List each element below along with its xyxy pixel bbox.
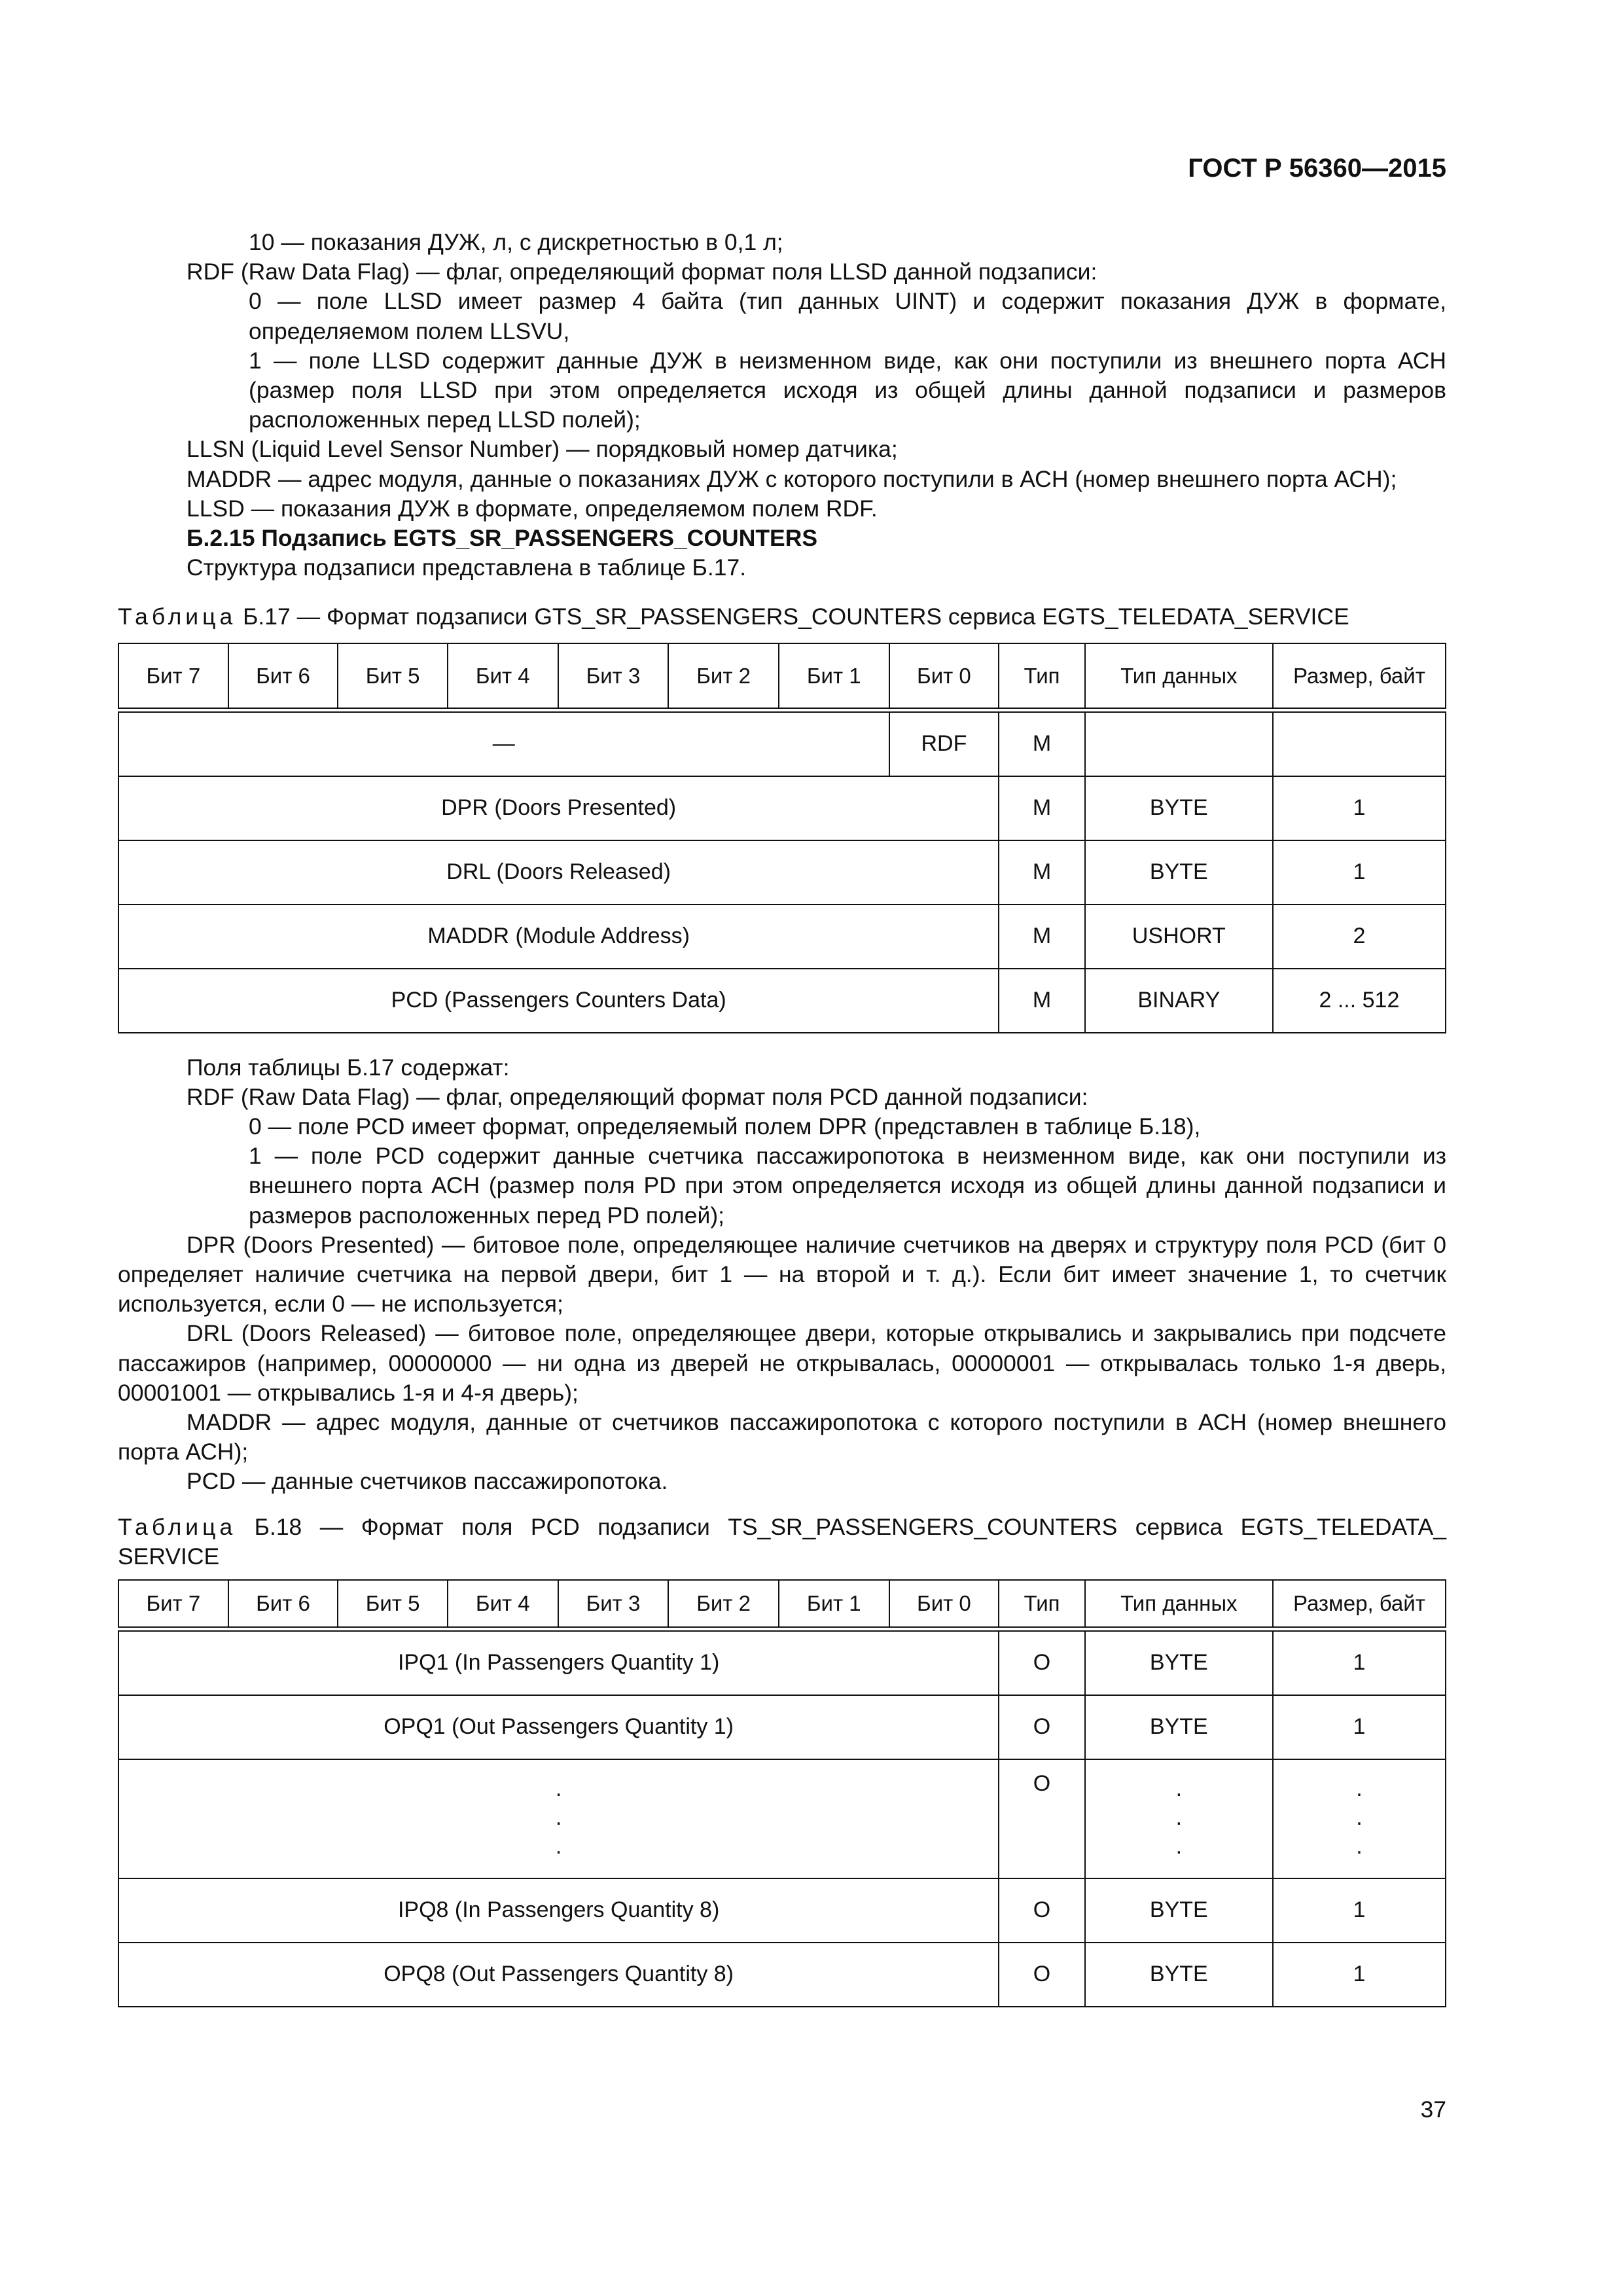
page-body bbox=[118, 228, 1446, 2007]
header-cell: Тип bbox=[999, 1580, 1085, 1627]
table-caption-text: Б.17 — Формат подзаписи GTS_SR_PASSENGERS_COUNTERS сервиса EGTS_TELEDATA_SERVICE bbox=[236, 603, 1349, 630]
table-row bbox=[118, 969, 1446, 1033]
header-cell: Размер, байт bbox=[1273, 1580, 1446, 1627]
cell-data-type: BYTE bbox=[1085, 1878, 1273, 1943]
paragraph: MADDR — адрес модуля, данные от счетчиков пассажиропотока с которого поступили в АСН (номер внешнего порта АСН); bbox=[118, 1409, 1446, 1465]
cell-type: M bbox=[999, 776, 1085, 840]
cell-field: DRL (Doors Released) bbox=[118, 840, 999, 905]
header-cell: Бит 0 bbox=[889, 643, 999, 708]
header-cell: Бит 5 bbox=[338, 1580, 448, 1627]
cell-type: M bbox=[999, 905, 1085, 969]
cell-size bbox=[1273, 1759, 1446, 1878]
table-row bbox=[118, 1943, 1446, 2007]
header-cell: Бит 3 bbox=[558, 1580, 669, 1627]
header-cell: Бит 2 bbox=[668, 643, 779, 708]
cell-type: M bbox=[999, 969, 1085, 1033]
cell-size: 2 bbox=[1273, 905, 1446, 969]
header-cell: Бит 5 bbox=[338, 643, 448, 708]
cell-field: PCD (Passengers Counters Data) bbox=[118, 969, 999, 1033]
paragraph: LLSN (Liquid Level Sensor Number) — порядковый номер датчика; bbox=[187, 436, 898, 463]
paragraph: 10 — показания ДУЖ, л, с дискретностью в 0,1 л; bbox=[249, 229, 783, 255]
paragraph: 1 — поле PCD содержит данные счетчика пассажиропотока в неизменном виде, как они поступили из внешнего порта АСН (размер поля PD при этом определяется исходя из общей длины данной подзаписи и размеров расположенных перед PD полей); bbox=[249, 1143, 1446, 1229]
ellipsis-dot: . bbox=[1175, 1805, 1183, 1831]
table-row bbox=[118, 1878, 1446, 1943]
vertical-ellipsis bbox=[1356, 1760, 1362, 1861]
table-18 bbox=[118, 1579, 1446, 2007]
table-17-block bbox=[118, 602, 1446, 1033]
table-17-notes bbox=[118, 1053, 1446, 1497]
header-cell: Тип данных bbox=[1085, 643, 1273, 708]
paragraph: 0 — поле LLSD имеет размер 4 байта (тип данных UINT) и содержит показания ДУЖ в формате, определяемом полем LLSVU, bbox=[249, 288, 1446, 344]
header-cell: Бит 0 bbox=[889, 1580, 999, 1627]
header-cell: Бит 3 bbox=[558, 643, 669, 708]
cell-data-type: BYTE bbox=[1085, 1631, 1273, 1695]
paragraph: Структура подзаписи представлена в таблице Б.17. bbox=[187, 554, 747, 581]
table-caption-lead: Таблица bbox=[118, 603, 237, 630]
cell-size: 1 bbox=[1273, 840, 1446, 905]
cell-data-type: BYTE bbox=[1085, 840, 1273, 905]
ellipsis-dot: . bbox=[1175, 1834, 1183, 1859]
cell-size: 2 ... 512 bbox=[1273, 969, 1446, 1033]
table-caption-text: Б.18 — Формат поля PCD подзаписи TS_SR_PASSENGERS_COUNTERS сервиса EGTS_TELEDATA_ SERVICE bbox=[118, 1513, 1446, 1570]
cell-data-type: USHORT bbox=[1085, 905, 1273, 969]
cell-bits: — bbox=[118, 712, 889, 776]
page-number: 37 bbox=[1420, 2096, 1446, 2123]
paragraph: 0 — поле PCD имеет формат, определяемый полем DPR (представлен в таблице Б.18), bbox=[249, 1113, 1201, 1140]
cell-size bbox=[1273, 712, 1446, 776]
paragraph: PCD — данные счетчиков пассажиропотока. bbox=[187, 1468, 668, 1495]
table-row bbox=[118, 776, 1446, 840]
ellipsis-dot: . bbox=[1356, 1805, 1363, 1831]
cell-type: M bbox=[999, 840, 1085, 905]
cell-data-type: BYTE bbox=[1085, 1695, 1273, 1759]
vertical-ellipsis bbox=[556, 1760, 562, 1861]
table-18-block bbox=[118, 1513, 1446, 2007]
cell-type: O bbox=[999, 1695, 1085, 1759]
paragraph: RDF (Raw Data Flag) — флаг, определяющий формат поля LLSD данной подзаписи: bbox=[187, 259, 1097, 285]
cell-field: OPQ1 (Out Passengers Quantity 1) bbox=[118, 1695, 999, 1759]
table-row bbox=[118, 712, 1446, 776]
table-row bbox=[118, 1631, 1446, 1695]
header-cell: Тип данных bbox=[1085, 1580, 1273, 1627]
table-caption bbox=[118, 1513, 1446, 1571]
vertical-ellipsis bbox=[1176, 1760, 1182, 1861]
ellipsis-dot: . bbox=[1356, 1834, 1363, 1859]
table-header-row bbox=[118, 643, 1446, 708]
document-code: ГОСТ Р 56360—2015 bbox=[1188, 154, 1446, 183]
table-caption bbox=[118, 602, 1446, 632]
table-17 bbox=[118, 643, 1446, 1033]
cell-data-type: BINARY bbox=[1085, 969, 1273, 1033]
table-caption-lead: Таблица bbox=[118, 1513, 237, 1540]
table-row bbox=[118, 1695, 1446, 1759]
table-row-ellipsis bbox=[118, 1759, 1446, 1878]
ellipsis-dot: . bbox=[555, 1805, 562, 1831]
cell-type: M bbox=[999, 712, 1085, 776]
header-cell: Бит 6 bbox=[228, 1580, 338, 1627]
paragraph: MADDR — адрес модуля, данные о показаниях ДУЖ с которого поступили в АСН (номер внешнего порта АСН); bbox=[187, 465, 1397, 492]
type-value: O bbox=[1033, 1771, 1051, 1797]
paragraph: LLSD — показания ДУЖ в формате, определяемом полем RDF. bbox=[187, 495, 878, 522]
cell-data-type bbox=[1085, 1759, 1273, 1878]
section-heading: Б.2.15 Подзапись EGTS_SR_PASSENGERS_COUNTERS bbox=[187, 525, 818, 552]
paragraph: DPR (Doors Presented) — битовое поле, определяющее наличие счетчиков на дверях и структуру поля PCD (бит 0 определяет наличие счетчика на первой двери, бит 1 — на второй и т. д.). Если бит имеет значение 1, то счетчик используется, если 0 — не используется; bbox=[118, 1231, 1446, 1318]
cell-data-type: BYTE bbox=[1085, 776, 1273, 840]
header-cell: Бит 1 bbox=[779, 1580, 889, 1627]
cell-type: O bbox=[999, 1878, 1085, 1943]
ellipsis-dot: . bbox=[555, 1834, 562, 1859]
header-cell: Тип bbox=[999, 643, 1085, 708]
cell-field bbox=[118, 1759, 999, 1878]
cell-bit0: RDF bbox=[889, 712, 999, 776]
header-cell: Бит 4 bbox=[448, 1580, 558, 1627]
header-cell: Бит 6 bbox=[228, 643, 338, 708]
cell-type: O bbox=[999, 1631, 1085, 1695]
ellipsis-dot: . bbox=[555, 1776, 562, 1802]
cell-size: 1 bbox=[1273, 1878, 1446, 1943]
cell-size: 1 bbox=[1273, 1943, 1446, 2007]
header-cell: Бит 4 bbox=[448, 643, 558, 708]
header-cell: Бит 7 bbox=[118, 1580, 228, 1627]
header-cell: Бит 1 bbox=[779, 643, 889, 708]
table-row bbox=[118, 840, 1446, 905]
ellipsis-dot: . bbox=[1175, 1776, 1183, 1802]
cell-size: 1 bbox=[1273, 1631, 1446, 1695]
header-cell: Размер, байт bbox=[1273, 643, 1446, 708]
cell-type bbox=[999, 1759, 1085, 1878]
cell-size: 1 bbox=[1273, 776, 1446, 840]
cell-field: DPR (Doors Presented) bbox=[118, 776, 999, 840]
header-cell: Бит 2 bbox=[668, 1580, 779, 1627]
paragraph: 1 — поле LLSD содержит данные ДУЖ в неизменном виде, как они поступили из внешнего порта АСН (размер поля LLSD при этом определяется исходя из общей длины данной подзаписи и размеров расположенных перед LLSD полей); bbox=[249, 347, 1446, 433]
cell-field: OPQ8 (Out Passengers Quantity 8) bbox=[118, 1943, 999, 2007]
cell-size: 1 bbox=[1273, 1695, 1446, 1759]
table-row bbox=[118, 905, 1446, 969]
table-header-row bbox=[118, 1580, 1446, 1627]
ellipsis-dot: . bbox=[1356, 1776, 1363, 1802]
cell-field: IPQ8 (In Passengers Quantity 8) bbox=[118, 1878, 999, 1943]
cell-field: IPQ1 (In Passengers Quantity 1) bbox=[118, 1631, 999, 1695]
paragraph: DRL (Doors Released) — битовое поле, определяющее двери, которые открывались и закрывались при подсчете пассажиров (например, 00000000 — ни одна из дверей не открывалась, 00000001 — открывалась только 1-я дверь, 00001001 — открывались 1-я и 4-я дверь); bbox=[118, 1320, 1446, 1406]
header-cell: Бит 7 bbox=[118, 643, 228, 708]
cell-data-type bbox=[1085, 712, 1273, 776]
cell-type: O bbox=[999, 1943, 1085, 2007]
cell-field: MADDR (Module Address) bbox=[118, 905, 999, 969]
paragraph: Поля таблицы Б.17 содержат: bbox=[187, 1054, 510, 1081]
paragraph: RDF (Raw Data Flag) — флаг, определяющий формат поля PCD данной подзаписи: bbox=[187, 1083, 1088, 1110]
cell-data-type: BYTE bbox=[1085, 1943, 1273, 2007]
